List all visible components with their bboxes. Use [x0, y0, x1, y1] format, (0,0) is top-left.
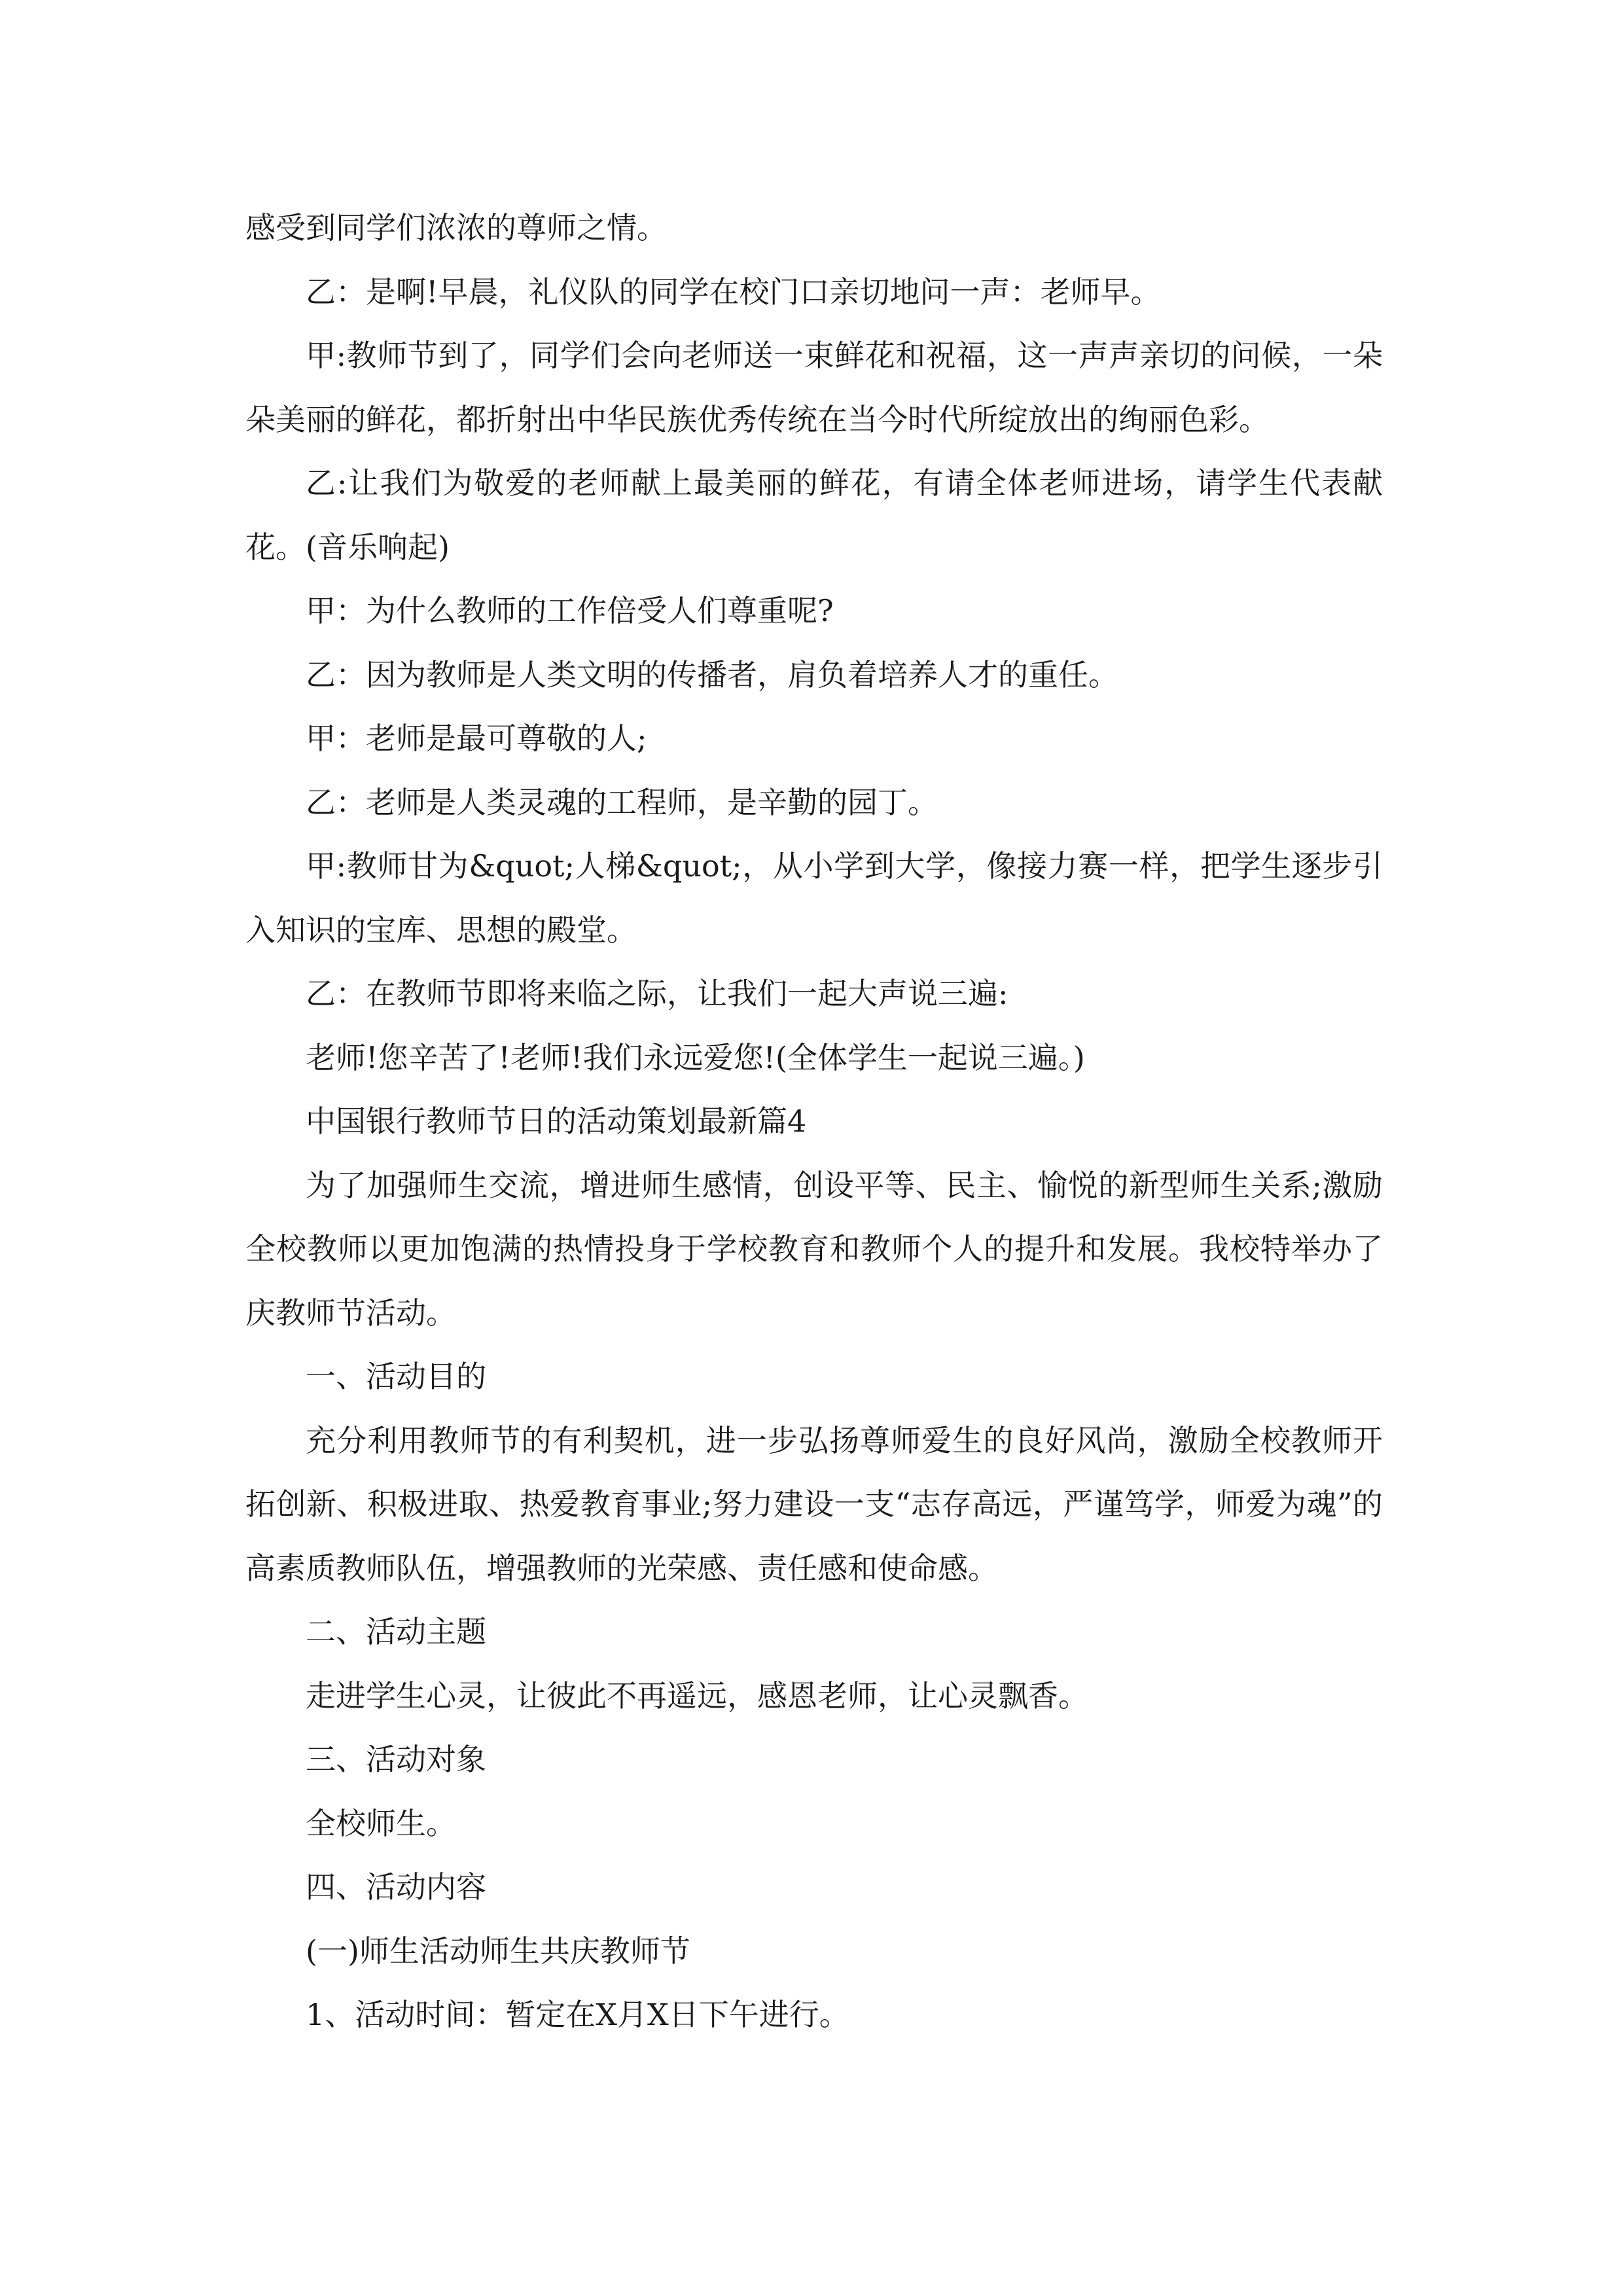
paragraph-21: (一)师生活动师生共庆教师节	[306, 1933, 690, 1969]
paragraph-6: 乙：因为教师是人类文明的传播者，肩负着培养人才的重任。	[306, 656, 1118, 692]
paragraph-22: 1、活动时间：暂定在X月X日下午进行。	[306, 1997, 849, 2032]
paragraph-19: 全校师生。	[306, 1805, 456, 1841]
paragraph-17: 走进学生心灵，让彼此不再遥远，感恩老师，让心灵飘香。	[306, 1677, 1088, 1713]
paragraph-7: 甲：老师是最可尊敬的人;	[306, 721, 647, 756]
paragraph-10: 乙：在教师节即将来临之际，让我们一起大声说三遍:	[306, 976, 1008, 1011]
section-title: 中国银行教师节日的活动策划最新篇4	[306, 1103, 807, 1139]
paragraph-11: 老师!您辛苦了!老师!我们永远爱您!(全体学生一起说三遍。)	[306, 1039, 1085, 1075]
paragraph-5: 甲：为什么教师的工作倍受人们尊重呢?	[306, 593, 834, 628]
paragraph-1: 感受到同学们浓浓的尊师之情。	[245, 210, 667, 245]
paragraph-3: 甲:教师节到了，同学们会向老师送一束鲜花和祝福，这一声声亲切的问候，一朵朵美丽的鲜花，都折射出中华民族优秀传统在当今时代所绽放出的绚丽色彩。	[245, 338, 1383, 437]
heading-activity-target: 三、活动对象	[306, 1742, 486, 1777]
heading-activity-content: 四、活动内容	[306, 1869, 486, 1905]
paragraph-8: 乙：老师是人类灵魂的工程师，是辛勤的园丁。	[306, 784, 938, 820]
document-page	[245, 196, 1383, 2047]
heading-activity-theme: 二、活动主题	[306, 1614, 486, 1649]
paragraph-2: 乙：是啊!早晨，礼仪队的同学在校门口亲切地问一声：老师早。	[306, 274, 1161, 310]
paragraph-13: 为了加强师生交流，增进师生感情，创设平等、民主、愉悦的新型师生关系;激励全校教师以更加饱满的热情投身于学校教育和教师个人的提升和发展。我校特举办了庆教师节活动。	[245, 1167, 1383, 1331]
paragraph-15: 充分利用教师节的有利契机，进一步弘扬尊师爱生的良好风尚，激励全校教师开拓创新、积极进取、热爱教育事业;努力建设一支“志存高远，严谨笃学，师爱为魂”的高素质教师队伍，增强教师的光荣感、责任感和使命感。	[245, 1422, 1383, 1586]
heading-activity-purpose: 一、活动目的	[306, 1359, 486, 1394]
paragraph-4: 乙:让我们为敬爱的老师献上最美丽的鲜花，有请全体老师进场，请学生代表献花。(音乐响起)	[245, 465, 1383, 565]
paragraph-9: 甲:教师甘为&quot;人梯&quot;，从小学到大学，像接力赛一样，把学生逐步引入知识的宝库、思想的殿堂。	[245, 848, 1383, 948]
